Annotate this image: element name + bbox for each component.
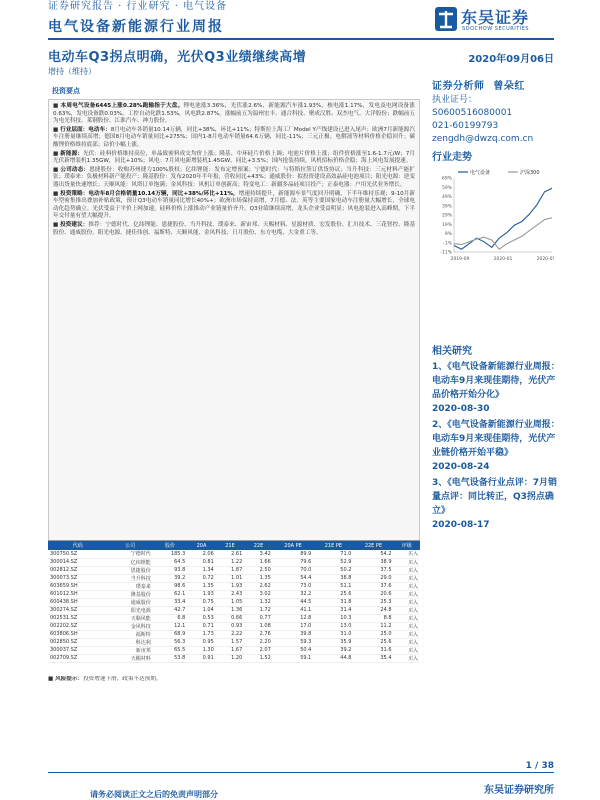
table-cell: 2.20 xyxy=(244,638,273,646)
table-cell: 买入 xyxy=(394,598,420,606)
table-row xyxy=(48,590,420,598)
valuation-table xyxy=(48,540,420,670)
table-cell: 买入 xyxy=(394,614,420,622)
breadcrumb: 证券研究报告 · 行业研究 · 电气设备 xyxy=(48,1,228,12)
table-cell: 68.9 xyxy=(153,630,188,638)
table-cell: 42.7 xyxy=(153,606,188,614)
table-header-cell: 20A PE xyxy=(273,541,314,550)
x-tick-label: 2020-01 xyxy=(493,257,513,262)
table-cell: 39.8 xyxy=(273,630,314,638)
table-cell: 603806.SH xyxy=(48,630,108,638)
related-list xyxy=(432,360,562,534)
table-row xyxy=(48,646,420,654)
analyst-title-line xyxy=(432,80,554,94)
table-header-cell: 公司 xyxy=(108,541,153,550)
table-cell: 0.66 xyxy=(216,614,245,622)
y-tick-label: 69% xyxy=(441,176,452,182)
related-item[interactable] xyxy=(432,418,562,474)
analyst-block xyxy=(432,80,554,146)
table-row xyxy=(48,622,420,630)
legend-label: 电气设备 xyxy=(470,170,491,176)
related-title[interactable]: 2、《电气设备新能源行业周报：电动车9月来现佳期待，光伏产业链价格开始平稳》 xyxy=(432,420,560,458)
related-date: 2020-08-30 xyxy=(432,404,490,414)
table-cell: 13.0 xyxy=(313,622,353,630)
related-title[interactable]: 1、《电气设备新能源行业周报：电动车9月来现佳期待，光伏产品价格开始分化》 xyxy=(432,362,560,400)
related-date: 2020-08-24 xyxy=(432,462,490,472)
trend-chart-svg xyxy=(432,168,554,266)
table-cell: 25.6 xyxy=(313,590,353,598)
y-tick-label: 9% xyxy=(444,232,452,238)
table-cell: 44.8 xyxy=(313,654,353,662)
table-cell: 阳光电源 xyxy=(108,606,153,614)
table-cell: 1.08 xyxy=(244,622,273,630)
table-cell: 0.53 xyxy=(187,614,216,622)
table-body xyxy=(48,550,420,662)
table-cell: 1.30 xyxy=(187,646,216,654)
x-tick-label: 2019-09 xyxy=(450,257,470,262)
table-cell: 50.2 xyxy=(313,566,353,574)
summary-bullet: ■ 公司动态：恩捷股份：收购苏州捷力100%股权；亿纬锂能：发布定增预案；宁德时代：与特斯拉签订供货协议；当升科技：三元材料产能扩张；璞泰来：负极材料新产能投产；隆基股份：发布2020年半年报，营收同比+43%；通威股份：拟投资建设高效晶硅电池项目；阳光电源：逆变器出货量快速增长；天顺风能：风塔订单饱满；金风科技：风机订单创新高；特变电工：新疆多晶硅项目投产；正泰电器：户用光伏业务增长。 xyxy=(53,166,415,188)
bullet-lead: 投资策略：电动车8月合格销量10.14万辆，同比+38%/环比+11%， xyxy=(60,190,239,197)
legend-label: 沪深300 xyxy=(520,170,540,176)
bullet-lead: 本周电气设备6445上涨0.28%跑输指于大盘。 xyxy=(60,103,184,109)
table-cell: 50.4 xyxy=(273,646,314,654)
table-row xyxy=(48,638,420,646)
bullet-text: 锂电池涨3.36%，光伏涨2.6%，新能源汽车涨1.93%，核电涨1.17%，发电及电网设备涨0.63%，发电设备跌0.03%，工控自动化跌1.53%，风电跌2.87%。涨幅前五为温州宏丰、通合科技、聚成汉胜、双杰电气、大洋股份；跌幅前五为电光科技、莱钢股份、江淮汽车、神力股份。 xyxy=(53,103,415,125)
table-row xyxy=(48,574,420,582)
table-cell: 1.34 xyxy=(187,566,216,574)
table-cell: 买入 xyxy=(394,582,420,590)
table-cell: 25.0 xyxy=(353,630,393,638)
table-cell: 1.93 xyxy=(216,582,245,590)
y-tick-label: -1% xyxy=(443,241,452,247)
table-cell: 0.77 xyxy=(244,614,273,622)
table-cell: 31.6 xyxy=(353,646,393,654)
table-cell: 62.1 xyxy=(153,590,188,598)
table-cell: 300037.SZ xyxy=(48,646,108,654)
table-cell: 300274.SZ xyxy=(48,606,108,614)
table-cell: 54.4 xyxy=(273,574,314,582)
table-cell: 1.93 xyxy=(187,590,216,598)
table-row xyxy=(48,598,420,606)
table-cell: 0.95 xyxy=(187,638,216,646)
table-cell: 3.02 xyxy=(244,590,273,598)
bullet-text: 投资增速下滑，政策不达预期。 xyxy=(83,676,162,682)
table-cell: 2.61 xyxy=(216,550,245,558)
related-date: 2020-08-17 xyxy=(432,520,490,530)
risk-section xyxy=(48,676,420,766)
table-cell: 买入 xyxy=(394,646,420,654)
table-cell: 0.93 xyxy=(216,622,245,630)
bullet-lead: 风险提示： xyxy=(55,676,84,682)
table-cell: 35.9 xyxy=(313,638,353,646)
table-cell: 买入 xyxy=(394,566,420,574)
report-header xyxy=(48,0,298,38)
table-row xyxy=(48,630,420,638)
table-cell: 0.71 xyxy=(187,622,216,630)
table-header-cell: 21E PE xyxy=(313,541,353,550)
summary-bullet: ■ 投资建议：推荐：宁德时代、亿纬锂能、恩捷股份、当升科技、璞泰来、新宙邦、天赐材料、星源材质、宏发股份、汇川技术、三花智控、隆基股份、通威股份、阳光电源、捷佳伟创、福斯特、天顺风能、金风科技、日月股份、东方电缆、大金重工等。 xyxy=(53,221,415,236)
table-cell: 300750.SZ xyxy=(48,550,108,558)
table-cell: 93.8 xyxy=(153,566,188,574)
table-cell: 600438.SH xyxy=(48,598,108,606)
series-title: 电气设备新能源行业周报 xyxy=(48,19,224,35)
table-cell: 29.0 xyxy=(353,574,393,582)
table-cell: 买入 xyxy=(394,622,420,630)
table-cell: 1.20 xyxy=(216,654,245,662)
table-cell: 2.50 xyxy=(244,566,273,574)
related-heading: 相关研究 xyxy=(432,346,472,357)
analyst-license: S0600516080001 xyxy=(432,108,513,118)
table-cell: 41.1 xyxy=(273,606,314,614)
table-cell: 科达利 xyxy=(108,638,153,646)
table-header-cell: 20A xyxy=(187,541,216,550)
table-header-cell: 21E xyxy=(216,541,245,550)
logo-mark-icon xyxy=(434,6,458,32)
table-cell: 2.22 xyxy=(216,630,245,638)
table-cell: 44.5 xyxy=(273,598,314,606)
table-cell: 98.6 xyxy=(153,582,188,590)
table-cell: 2.07 xyxy=(244,646,273,654)
table-cell: 宁德时代 xyxy=(108,550,153,558)
bullet-lead: 新能源： xyxy=(60,150,83,157)
table-cell: 天顺风能 xyxy=(108,614,153,622)
table-cell: 12.8 xyxy=(273,614,314,622)
table-cell: 35.4 xyxy=(353,654,393,662)
summary-heading: 投资要点 xyxy=(52,87,80,95)
y-tick-label: -11% xyxy=(440,250,452,256)
table-cell: 1.73 xyxy=(187,630,216,638)
table-cell: 59.1 xyxy=(273,654,314,662)
table-cell: 福斯特 xyxy=(108,630,153,638)
related-title[interactable]: 3、《电气设备行业点评：7月销量点评：同比转正，Q3拐点确立》 xyxy=(432,478,558,516)
table-cell: 31.4 xyxy=(313,606,353,614)
y-tick-label: 59% xyxy=(441,185,452,191)
table-cell: 38.8 xyxy=(313,574,353,582)
table-cell: 1.05 xyxy=(216,598,245,606)
table-header-cell: 代码 xyxy=(48,541,108,550)
table-cell: 隆基股份 xyxy=(108,590,153,598)
table-cell: 新宙邦 xyxy=(108,646,153,654)
table-cell: 1.04 xyxy=(187,606,216,614)
table-cell: 56.3 xyxy=(153,638,188,646)
table-cell: 买入 xyxy=(394,606,420,614)
summary-bullet: ■ 行业层面：电动车：8月电动车各销量10.14万辆，同比+38%，环比+11%；特斯拉上海工厂Model Y产线建设已进入尾声；欧洲7月新能源汽车注册量继续高增；德国8月电动车销量同比+275%；国内1-8月电动车销量64.6万辆，同比-11%；三元正极、电解液等材料价格企稳回升；碳酸锂价格维持底部；钴价小幅上涨。 xyxy=(53,126,415,148)
table-cell: 12.1 xyxy=(153,622,188,630)
report-title: 电动车Q3拐点明确，光伏Q3业绩继续高增 xyxy=(48,50,307,65)
table-cell: 1.01 xyxy=(216,574,245,582)
table-cell: 10.3 xyxy=(313,614,353,622)
table-cell: 002709.SZ xyxy=(48,654,108,662)
table-cell: 0.91 xyxy=(187,654,216,662)
table-cell: 39.2 xyxy=(313,646,353,654)
table-row xyxy=(48,558,420,566)
table-cell: 31.0 xyxy=(313,630,353,638)
y-tick-label: 19% xyxy=(441,222,452,228)
table-cell: 601012.SH xyxy=(48,590,108,598)
analyst-email[interactable]: zengdh@dwzq.com.cn xyxy=(432,134,534,144)
table-cell: 2.76 xyxy=(244,630,273,638)
bullet-text: 恩捷股份：收购苏州捷力100%股权；亿纬锂能：发布定增预案；宁德时代：与特斯拉签订供货协议；当升科技：三元材料产能扩张；璞泰来：负极材料新产能投产；隆基股份：发布2020年半年报，营收同比+43%；通威股份：拟投资建设高效晶硅电池项目；阳光电源：逆变器出货量快速增长；天顺风能：风塔订单饱满；金风科技：风机订单创新高；特变电工：新疆多晶硅项目投产；正泰电器：户用光伏业务增长。 xyxy=(53,166,415,188)
table-cell: 买入 xyxy=(394,638,420,646)
table-cell: 52.9 xyxy=(313,558,353,566)
logo-text: 东吴证券 xyxy=(461,8,530,27)
table-cell: 73.0 xyxy=(273,582,314,590)
table-cell: 买入 xyxy=(394,630,420,638)
footer-divider xyxy=(48,772,554,773)
table-header-cell: 22E xyxy=(244,541,273,550)
valuation-table-grid xyxy=(48,541,420,663)
table-cell: 38.9 xyxy=(353,558,393,566)
table-cell: 31.8 xyxy=(313,598,353,606)
x-tick-label: 2020-05 xyxy=(536,257,554,262)
rating: 增持（维持） xyxy=(48,67,96,76)
table-cell: 65.5 xyxy=(153,646,188,654)
bullet-text: 增速持续提升，新能源车景气度回升明确，下半年维持乐观；9-10月新车型密集推出叠加补贴政策，预计Q3电动车销量同比增长40%+；欧洲市场保持高增，7月德、法、英等主要国家电动车注册量大幅增长，全球电动化趋势确立。光伏受益于平价上网加速，硅料价格上涨推动产业链量价齐升，Q3业绩继续高增，龙头企业受益明显；风电抢装进入高峰期，下半年交付量有望大幅提升。 xyxy=(53,190,415,220)
report-date: 2020年09月06日 xyxy=(468,54,554,65)
risk-note: ■ 风险提示：投资增速下滑，政策不达预期。 xyxy=(48,676,162,682)
table-row xyxy=(48,614,420,622)
table-cell: 39.2 xyxy=(153,574,188,582)
table-cell: 1.87 xyxy=(216,566,245,574)
table-cell: 8.8 xyxy=(353,614,393,622)
summary-box xyxy=(48,99,420,596)
analyst-phone: 021-60199793 xyxy=(432,121,499,131)
table-cell: 002531.SZ xyxy=(48,614,108,622)
table-cell: 002812.SZ xyxy=(48,566,108,574)
table-cell: 70.0 xyxy=(273,566,314,574)
bullet-text: 光伏：硅料价格维持高位，单晶致密料成交均价上涨；隆基、中环硅片价格上调；电池片价格上涨；组件价格涨至1.6-1.7元/W；7月光伏新增装机1.35GW，同比+10%；风电：7月风电新增装机1.45GW，同比+3.5%；国内抢装持续，风机招标价格企稳；海上风电发展提速。 xyxy=(53,150,415,165)
table-cell: 2.06 xyxy=(187,550,216,558)
table-cell: 1.35 xyxy=(244,574,273,582)
table-cell: 64.5 xyxy=(153,558,188,566)
table-cell: 当升科技 xyxy=(108,574,153,582)
bullet-lead: 公司动态： xyxy=(60,166,90,173)
related-item[interactable] xyxy=(432,476,562,532)
table-header-cell: 评级 xyxy=(394,541,420,550)
table-cell: 300073.SZ xyxy=(48,574,108,582)
y-tick-label: 49% xyxy=(441,195,452,201)
table-cell: 1.52 xyxy=(244,654,273,662)
page-number: 1 / 38 xyxy=(525,761,554,771)
y-tick-label: 29% xyxy=(441,213,452,219)
summary-bullet: ■ 投资策略：电动车8月合格销量10.14万辆，同比+38%/环比+11%，增速持续提升，新能源车景气度回升明确，下半年维持乐观；9-10月新车型密集推出叠加补贴政策，预计Q3电动车销量同比增长40%+；欧洲市场保持高增，7月德、法、英等主要国家电动车注册量大幅增长，全球电动化趋势确立。光伏受益于平价上网加速，硅料价格上涨推动产业链量价齐升，Q3业绩继续高增，龙头企业受益明显；风电抢装进入高峰期，下半年交付量有望大幅提升。 xyxy=(53,190,415,220)
table-row xyxy=(48,606,420,614)
table-cell: 1.35 xyxy=(187,582,216,590)
table-cell: 89.9 xyxy=(273,550,314,558)
table-row xyxy=(48,566,420,574)
table-cell: 33.4 xyxy=(153,598,188,606)
table-cell: 1.32 xyxy=(244,598,273,606)
header-divider xyxy=(48,38,554,40)
table-cell: 20.6 xyxy=(353,590,393,598)
table-cell: 通威股份 xyxy=(108,598,153,606)
table-cell: 买入 xyxy=(394,558,420,566)
table-cell: 37.5 xyxy=(353,566,393,574)
table-cell: 买入 xyxy=(394,654,420,662)
table-cell: 25.6 xyxy=(353,638,393,646)
table-cell: 1.36 xyxy=(216,606,245,614)
table-row xyxy=(48,654,420,662)
table-cell: 0.81 xyxy=(187,558,216,566)
table-cell: 2.43 xyxy=(216,590,245,598)
table-header-row xyxy=(48,541,420,550)
table-cell: 0.72 xyxy=(187,574,216,582)
table-row xyxy=(48,550,420,558)
logo-subtext: SOOCHOW SECURITIES xyxy=(462,26,530,32)
table-cell: 1.72 xyxy=(244,606,273,614)
analyst-license-label: 执业证号： xyxy=(432,95,478,105)
trend-heading: 行业走势 xyxy=(432,152,472,163)
table-cell: 0.75 xyxy=(187,598,216,606)
summary-bullet: ■ 新能源：光伏：硅料价格维持高位，单晶致密料成交均价上涨；隆基、中环硅片价格上调；电池片价格上涨；组件价格涨至1.6-1.7元/W；7月光伏新增装机1.35GW，同比+10%；风电：7月风电新增装机1.45GW，同比+3.5%；国内抢装持续，风机招标价格企稳；海上风电发展提速。 xyxy=(53,150,415,165)
table-row xyxy=(48,582,420,590)
table-cell: 璞泰来 xyxy=(108,582,153,590)
table-cell: 11.2 xyxy=(353,622,393,630)
table-cell: 买入 xyxy=(394,590,420,598)
table-cell: 2.62 xyxy=(244,582,273,590)
table-cell: 71.0 xyxy=(313,550,353,558)
bullet-text: 8月电动车各销量10.14万辆，同比+38%，环比+11%；特斯拉上海工厂Model Y产线建设已进入尾声；欧洲7月新能源汽车注册量继续高增；德国8月电动车销量同比+275%；国内1-8月电动车销量64.6万辆，同比-11%；三元正极、电解液等材料价格企稳回升；碳酸锂价格维持底部；钴价小幅上涨。 xyxy=(53,126,415,148)
table-cell: 51.1 xyxy=(313,582,353,590)
table-cell: 25.3 xyxy=(353,598,393,606)
bullet-lead: 行业层面：电动车： xyxy=(60,126,111,133)
table-cell: 金风科技 xyxy=(108,622,153,630)
analyst-title: 证券分析师 xyxy=(432,81,485,92)
table-header-cell: 22E PE xyxy=(353,541,393,550)
table-cell: 1.22 xyxy=(216,558,245,566)
table-cell: 32.2 xyxy=(273,590,314,598)
analyst-name: 曾朵红 xyxy=(493,81,525,92)
bullet-text: 推荐：宁德时代、亿纬锂能、恩捷股份、当升科技、璞泰来、新宙邦、天赐材料、星源材质、宏发股份、汇川技术、三花智控、隆基股份、通威股份、阳光电源、捷佳伟创、福斯特、天顺风能、金风科技、日月股份、东方电缆、大金重工等。 xyxy=(53,221,415,236)
related-item[interactable] xyxy=(432,360,562,416)
table-cell: 54.2 xyxy=(353,550,393,558)
table-cell: 185.3 xyxy=(153,550,188,558)
table-header-cell: 股价 xyxy=(153,541,188,550)
summary-bullet: ■ 本周电气设备6445上涨0.28%跑输指于大盘。锂电池涨3.36%，光伏涨2.6%，新能源汽车涨1.93%，核电涨1.17%，发电及电网设备涨0.63%，发电设备跌0.03%，工控自动化跌1.53%，风电跌2.87%。涨幅前五为温州宏丰、通合科技、聚成汉胜、双杰电气、大洋股份；跌幅前五为电光科技、莱钢股份、江淮汽车、神力股份。 xyxy=(53,103,415,125)
y-tick-label: 39% xyxy=(441,204,452,210)
logo xyxy=(434,4,554,38)
table-cell: 300014.SZ xyxy=(48,558,108,566)
table-cell: 6.8 xyxy=(153,614,188,622)
bullet-lead: 投资建议： xyxy=(60,221,89,228)
series-line xyxy=(454,188,552,249)
table-cell: 17.0 xyxy=(273,622,314,630)
analyst-license-line xyxy=(432,94,554,120)
disclaimer: 请务必阅读正文之后的免责声明部分 xyxy=(90,790,218,799)
table-cell: 59.3 xyxy=(273,638,314,646)
table-cell: 1.66 xyxy=(244,558,273,566)
table-cell: 1.57 xyxy=(216,638,245,646)
table-cell: 1.67 xyxy=(216,646,245,654)
table-cell: 002850.SZ xyxy=(48,638,108,646)
table-cell: 002202.SZ xyxy=(48,622,108,630)
table-cell: 天赐材料 xyxy=(108,654,153,662)
table-cell: 3.42 xyxy=(244,550,273,558)
table-cell: 亿纬锂能 xyxy=(108,558,153,566)
table-cell: 买入 xyxy=(394,574,420,582)
table-cell: 24.8 xyxy=(353,606,393,614)
summary-section xyxy=(48,86,420,596)
table-cell: 37.6 xyxy=(353,582,393,590)
trend-chart xyxy=(432,168,554,266)
table-cell: 买入 xyxy=(394,550,420,558)
table-cell: 53.8 xyxy=(153,654,188,662)
table-cell: 79.6 xyxy=(273,558,314,566)
table-cell: 603659.SH xyxy=(48,582,108,590)
footer-brand: 东吴证券研究所 xyxy=(484,785,554,796)
table-cell: 恩捷股份 xyxy=(108,566,153,574)
